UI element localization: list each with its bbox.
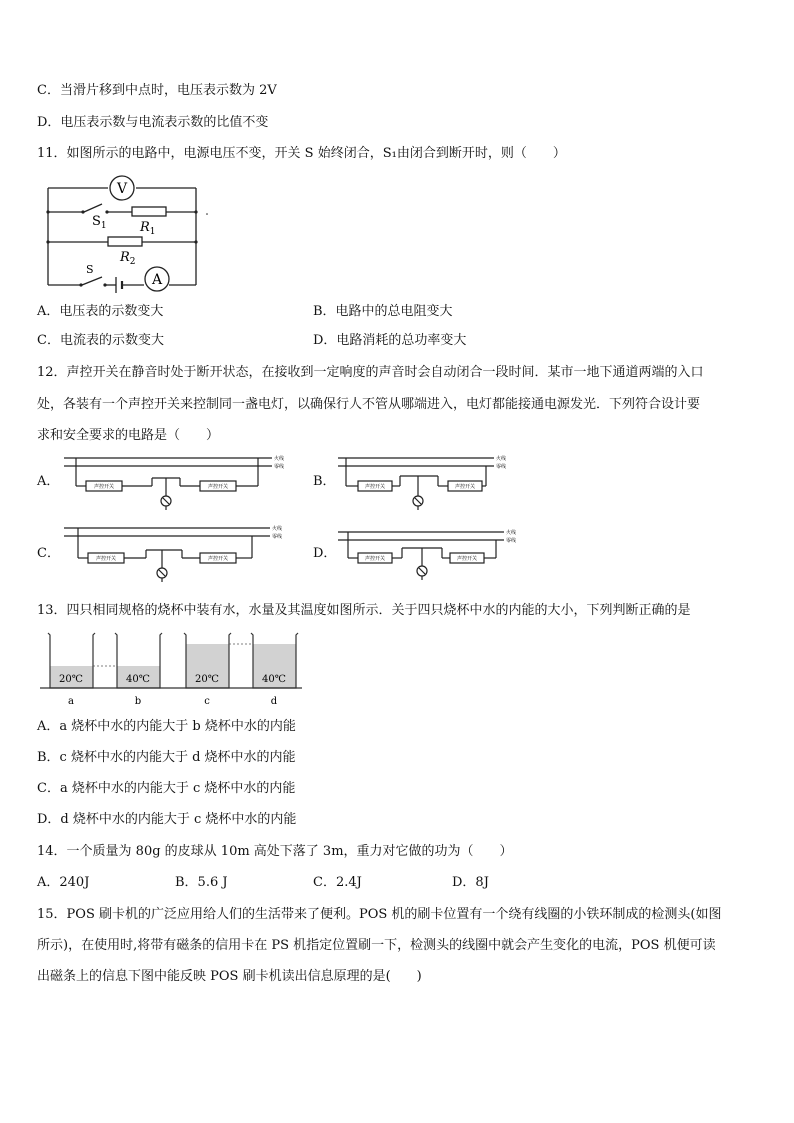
svg-text:零线: 零线 [272,534,283,540]
beaker-a-temp: 20℃ [59,674,83,685]
svg-text:声控开关: 声控开关 [364,484,386,490]
q10-option-d: D．电压表示数与电流表示数的比值不变 [37,115,269,130]
svg-text:火线: 火线 [496,456,507,462]
beaker-a-label: a [68,696,74,707]
svg-text:火线: 火线 [506,530,517,536]
q12-circuit-d [336,526,522,584]
svg-text:火线: 火线 [274,456,285,462]
q13-stem: 13．四只相同规格的烧杯中装有水，水量及其温度如图所示．关于四只烧杯中水的内能的大小，下列判断正确的是 [37,603,691,618]
svg-text:声控开关: 声控开关 [207,484,229,490]
q12-stem-line1: 12．声控开关在静音时处于断开状态，在接收到一定响度的声音时会自动闭合一段时间．某市一地下通道两端的入口 [37,365,704,380]
q13-option-c: C．a 烧杯中水的内能大于 c 烧杯中水的内能 [37,781,296,796]
q13-option-d: D．d 烧杯中水的内能大于 c 烧杯中水的内能 [37,812,297,827]
svg-text:声控开关: 声控开关 [93,484,115,490]
ammeter-label: A [151,272,163,288]
q15-stem-line3: 出磁条上的信息下图中能反映 POS 刷卡机读出信息原理的是( ) [37,969,422,984]
svg-text:声控开关: 声控开关 [454,484,476,490]
q10-option-c: C．当滑片移到中点时，电压表示数为 2V [37,83,277,98]
svg-text:零线: 零线 [274,464,285,470]
q14-option-c: C．2.4J [313,875,362,890]
q11-option-b: B．电路中的总电阻变大 [313,304,453,319]
q11-option-c: C．电流表的示数变大 [37,333,164,348]
q12-option-d-label: D． [313,546,337,561]
svg-text:零线: 零线 [496,464,507,470]
beaker-d-temp: 40℃ [262,674,286,685]
q12-option-c-label: C． [37,546,60,561]
q12-circuit-c [62,522,290,586]
q12-option-b-label: B． [313,474,336,489]
beaker-c-label: c [204,696,210,707]
q12-circuit-b [336,452,522,514]
svg-text:零线: 零线 [506,538,517,544]
q11-option-a: A．电压表的示数变大 [37,304,164,319]
q15-stem-line2: 所示)，在使用时,将带有磁条的信用卡在 PS 机指定位置刷一下，检测头的线圈中就会产生变化的电流，POS 机便可读 [37,938,716,953]
s1-label: $S_1$ [92,214,107,231]
svg-text:声控开关: 声控开关 [364,556,386,562]
beaker-b-temp: 40℃ [126,674,150,685]
q13-option-b: B．c 烧杯中水的内能大于 d 烧杯中水的内能 [37,750,296,765]
q14-stem: 14．一个质量为 80g 的皮球从 10m 高处下落了 3m，重力对它做的功为（ ） [37,844,513,859]
q15-stem-line1: 15．POS 刷卡机的广泛应用给人们的生活带来了便利。POS 机的刷卡位置有一个绕有线圈的小铁环制成的检测头(如图 [37,907,722,922]
r1-label: $R_1$ [140,220,156,237]
q11-stem: 11．如图所示的电路中，电源电压不变，开关 S 始终闭合，S₁由闭合到断开时，则（ ） [37,146,566,161]
svg-text:声控开关: 声控开关 [207,556,229,562]
q14-option-d: D．8J [452,875,489,890]
s-label: S [86,263,94,276]
q11-circuit-diagram [40,173,220,295]
voltmeter-label: V [116,181,128,197]
svg-text:声控开关: 声控开关 [456,556,478,562]
beaker-d-label: d [270,696,278,707]
r2-label: $R_2$ [120,250,136,267]
q12-stem-line2: 处，各装有一个声控开关来控制同一盏电灯，以确保行人不管从哪端进入，电灯都能接通电源发光．下列符合设计要 [37,397,701,412]
svg-text:声控开关: 声控开关 [95,556,117,562]
q12-stem-line3: 求和安全要求的电路是（ ） [37,428,220,443]
q14-option-b: B．5.6 J [175,875,228,890]
q14-option-a: A．240J [37,875,90,890]
q13-beakers-figure [40,630,302,710]
q13-option-a: A．a 烧杯中水的内能大于 b 烧杯中水的内能 [37,719,296,734]
q12-circuit-a [62,452,290,514]
svg-text:火线: 火线 [272,526,283,532]
beaker-c-temp: 20℃ [195,674,219,685]
q12-option-a-label: A． [37,474,60,489]
q11-option-d: D．电路消耗的总功率变大 [313,333,467,348]
beaker-b-label: b [134,696,142,707]
